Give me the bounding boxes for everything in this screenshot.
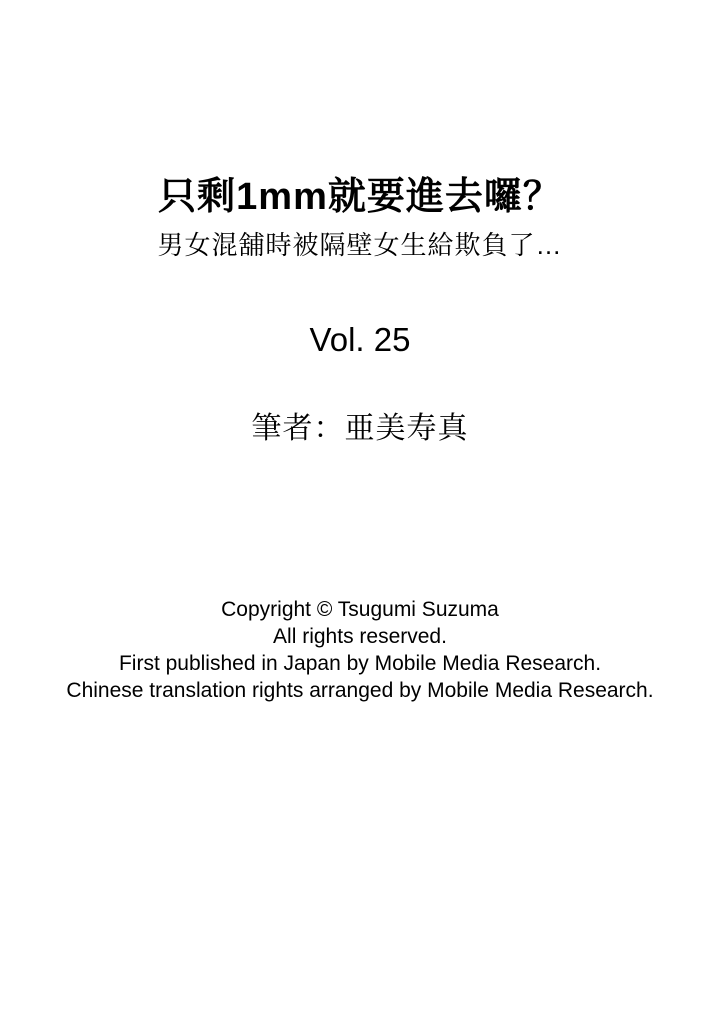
copyright-notice [0, 596, 720, 704]
copyright-line: Copyright © Tsugumi Suzuma [221, 598, 499, 621]
series-subtitle: 男女混舖時被隔壁女生給欺負了… [157, 230, 563, 260]
volume-number: Vol. 25 [309, 321, 411, 358]
copyright-line: All rights reserved. [273, 625, 447, 648]
author-credit: 筆者：亜美寿真 [251, 412, 469, 445]
copyright-line: Chinese translation rights arranged by Mobile Media Research. [66, 679, 654, 702]
series-title: 只剩1mm就要進去囉？ [158, 176, 562, 218]
copyright-line: First published in Japan by Mobile Media Research. [118, 652, 602, 675]
